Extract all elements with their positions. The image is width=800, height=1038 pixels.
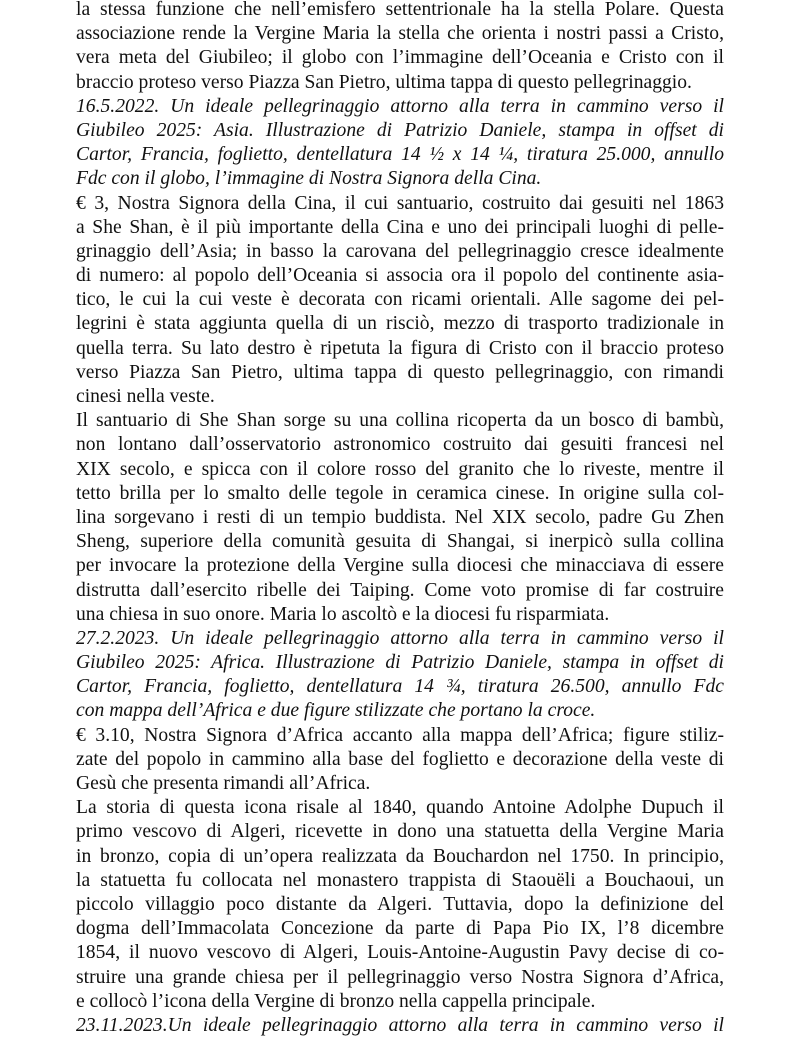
body-text-line: in bronzo, copia di un’opera realizzata da Bouchardon nel 1750. In principio, [76, 845, 724, 867]
body-text-line: XIX secolo, e spicca con il colore rosso del granito che lo riveste, mentre il [76, 458, 724, 480]
stamp-caption-line: Giubileo 2025: Africa. Illustrazione di Patrizio Daniele, stampa in offset di [76, 652, 724, 674]
document-page [76, 0, 724, 1038]
body-text-line: piccolo villaggio poco distante da Algeri. Tuttavia, dopo la definizione del [76, 893, 724, 915]
body-text-line: vera meta del Giubileo; il globo con l’immagine dell’Oceania e Cristo con il [76, 47, 724, 69]
body-text-line: € 3, Nostra Signora della Cina, il cui santuario, costruito dai gesuiti nel 1863 [76, 192, 724, 214]
body-text-line: grinaggio dell’Asia; in basso la carovana del pellegrinaggio cresce idealmente [76, 240, 724, 262]
body-text-line: quella terra. Su lato destro è ripetuta la figura di Cristo con il braccio proteso [76, 337, 724, 359]
body-text-line: La storia di questa icona risale al 1840, quando Antoine Adolphe Dupuch il [76, 797, 724, 819]
body-text-line: associazione rende la Vergine Maria la stella che orienta i nostri passi a Cristo, [76, 23, 724, 45]
body-text-line: braccio proteso verso Piazza San Pietro, ultima tappa di questo pellegrinaggio. [76, 71, 692, 93]
stamp-caption-line: 23.11.2023.Un ideale pellegrinaggio attorno alla terra in cammino verso il [76, 1014, 724, 1036]
body-text-line: Gesù che presenta rimandi all’Africa. [76, 773, 371, 794]
body-text-line: la statuetta fu collocata nel monastero trappista di Staouëli a Bouchaoui, un [76, 869, 724, 891]
body-text-line: dogma dell’Immacolata Concezione da parte di Papa Pio IX, l’8 dicembre [76, 918, 724, 940]
body-text-line: € 3.10, Nostra Signora d’Africa accanto alla mappa dell’Africa; figure stiliz- [76, 724, 724, 746]
body-text-line: legrini è stata aggiunta quella di un risciò, mezzo di trasporto tradizionale in [76, 313, 724, 335]
stamp-caption-line: 16.5.2022. Un ideale pellegrinaggio attorno alla terra in cammino verso il [76, 95, 724, 117]
stamp-caption-line: con mappa dell’Africa e due figure stilizzate che portano la croce. [76, 700, 596, 722]
body-text-line: verso Piazza San Pietro, ultima tappa di questo pellegrinaggio, con rimandi [76, 361, 724, 383]
body-text-line: la stessa funzione che nell’emisfero settentrionale ha la stella Polare. Questa [76, 0, 724, 20]
stamp-caption-line: Fdc con il globo, l’immagine di Nostra Signora della Cina. [76, 168, 542, 190]
body-text-line: struire una grande chiesa per il pellegrinaggio verso Nostra Signora d’Africa, [76, 966, 724, 988]
stamp-caption-line: Cartor, Francia, foglietto, dentellatura 14 ¾, tiratura 26.500, annullo Fdc [76, 676, 724, 698]
body-text-line: Sheng, superiore della comunità gesuita di Shangai, si inerpicò sulla collina [76, 531, 724, 553]
body-text-line: lina sorgevano i resti di un tempio buddista. Nel XIX secolo, padre Gu Zhen [76, 506, 724, 528]
body-text-line: 1854, il nuovo vescovo di Algeri, Louis-Antoine-Augustin Pavy decise di co- [76, 942, 724, 964]
body-text-line: zate del popolo in cammino alla base del foglietto e decorazione della veste di [76, 748, 724, 770]
body-text-line: per invocare la protezione della Vergine sulla diocesi che minacciava di essere [76, 555, 724, 577]
body-text-line: a She Shan, è il più importante della Cina e uno dei principali luoghi di pelle- [76, 216, 724, 238]
body-text-line: tico, le cui la cui veste è decorata con ricami orientali. Alle sagome dei pel- [76, 289, 724, 311]
body-text-line: tetto brilla per lo smalto delle tegole in ceramica cinese. In origine sulla col- [76, 482, 724, 504]
body-text-line: non lontano dall’osservatorio astronomico costruito dai gesuiti francesi nel [76, 434, 724, 456]
body-text-line: e collocò l’icona della Vergine di bronzo nella cappella principale. [76, 990, 596, 1012]
stamp-caption-line: 27.2.2023. Un ideale pellegrinaggio attorno alla terra in cammino verso il [76, 627, 724, 649]
stamp-caption-line: Cartor, Francia, foglietto, dentellatura 14 ½ x 14 ¼, tiratura 25.000, annullo [76, 144, 724, 166]
body-text-line: cinesi nella veste. [76, 386, 215, 407]
body-text-line: una chiesa in suo onore. Maria lo ascoltò e la diocesi fu risparmiata. [76, 603, 610, 625]
body-text-line: Il santuario di She Shan sorge su una collina ricoperta da un bosco di bambù, [76, 410, 724, 432]
body-text-line: distrutta dall’esercito ribelle dei Taiping. Come voto promise di far costruire [76, 579, 724, 601]
body-text-line: di numero: al popolo dell’Oceania si associa ora il popolo del continente asia- [76, 265, 724, 287]
body-text-line: primo vescovo di Algeri, ricevette in dono una statuetta della Vergine Maria [76, 821, 724, 843]
stamp-caption-line: Giubileo 2025: Asia. Illustrazione di Patrizio Daniele, stampa in offset di [76, 119, 724, 141]
